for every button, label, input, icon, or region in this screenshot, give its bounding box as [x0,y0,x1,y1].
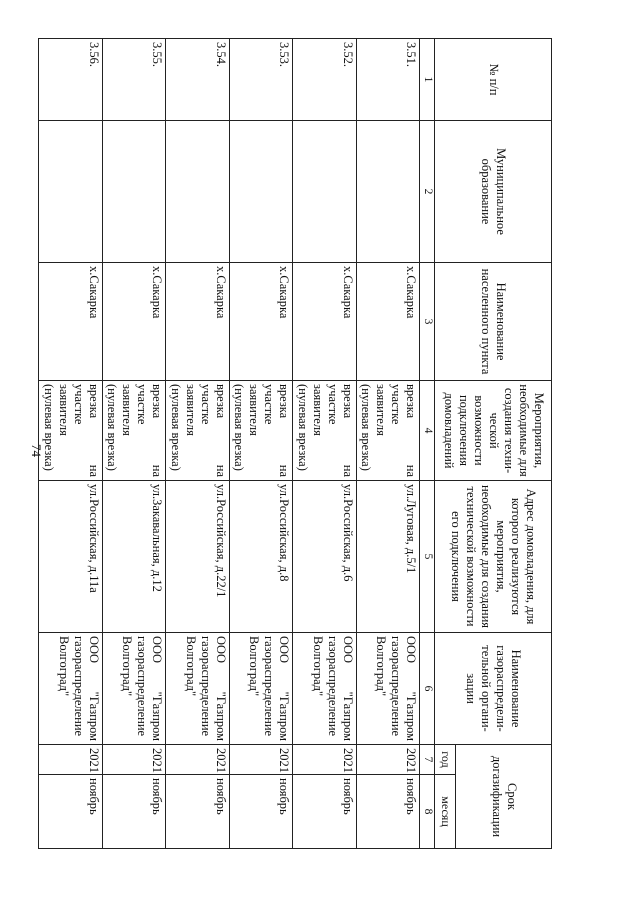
header-organization: Наименование газораспредели-тельной органи-зации [435,633,552,745]
column-number: 4 [420,381,435,481]
row-municipality [102,121,165,263]
header-deadline: Срок догазификации [456,745,552,849]
header-settlement: Наименование населенного пункта [435,263,552,381]
row-municipality [39,121,103,263]
row-organization: ООО "Газпром газораспределение Волгоград" [102,633,165,745]
row-number: 3.53. [229,39,292,121]
row-municipality [166,121,229,263]
row-address: ул.Российская, д.22/1 [166,481,229,633]
column-number: 5 [420,481,435,633]
row-year: 2021 [102,745,165,775]
header-row [456,39,552,849]
column-number: 8 [420,775,435,849]
row-address: ул.Закавальная, д.12 [102,481,165,633]
row-settlement: х.Сакарка [166,263,229,381]
row-settlement: х.Сакарка [229,263,292,381]
row-month: ноябрь [356,775,419,849]
row-address: ул.Российская, д.11а [39,481,103,633]
row-municipality [229,121,292,263]
table-row [166,39,229,849]
row-year: 2021 [293,745,356,775]
row-settlement: х.Сакарка [102,263,165,381]
row-number: 3.55. [102,39,165,121]
header-month: месяц [435,775,456,849]
row-measure: врезка на участке заявителя (нулевая врезка) [293,381,356,481]
row-year: 2021 [39,745,103,775]
row-number: 3.52. [293,39,356,121]
header-year: год [435,745,456,775]
row-number: 3.56. [39,39,103,121]
row-address: ул.Российская, д.6 [293,481,356,633]
gasification-table [38,38,552,849]
row-municipality [356,121,419,263]
row-month: ноябрь [102,775,165,849]
header-address: Адрес домовладения, для которого реализуются мероприятия, необходимые для создания технической возможности его подключения [435,481,552,633]
row-measure: врезка на участке заявителя (нулевая врезка) [166,381,229,481]
row-number: 3.51. [356,39,419,121]
row-address: ул.Луговая, д.5/1 [356,481,419,633]
gasification-table-wrapper [38,38,552,848]
column-number: 3 [420,263,435,381]
table-row [356,39,419,849]
row-month: ноябрь [229,775,292,849]
row-number: 3.54. [166,39,229,121]
row-measure: врезка на участке заявителя (нулевая врезка) [229,381,292,481]
row-organization: ООО "Газпром газораспределение Волгоград" [356,633,419,745]
row-measure: врезка на участке заявителя (нулевая врезка) [102,381,165,481]
header-municipality: Муниципальное образование [435,121,552,263]
row-municipality [293,121,356,263]
row-organization: ООО "Газпром газораспределение Волгоград" [166,633,229,745]
row-organization: ООО "Газпром газораспределение Волгоград" [293,633,356,745]
page-number: 74 [29,444,44,457]
row-year: 2021 [356,745,419,775]
row-measure: врезка на участке заявителя (нулевая врезка) [39,381,103,481]
row-organization: ООО "Газпром газораспределение Волгоград" [39,633,103,745]
row-month: ноябрь [166,775,229,849]
row-settlement: х.Сакарка [293,263,356,381]
table-row [229,39,292,849]
row-settlement: х.Сакарка [356,263,419,381]
row-settlement: х.Сакарка [39,263,103,381]
column-number: 6 [420,633,435,745]
row-month: ноябрь [39,775,103,849]
header-number: № п/п [435,39,552,121]
row-year: 2021 [229,745,292,775]
column-number: 2 [420,121,435,263]
row-address: ул.Российская, д.8 [229,481,292,633]
row-year: 2021 [166,745,229,775]
header-measures: Мероприятия, необходимые для создания техни-ческой возможности подключения домовладений [435,381,552,481]
row-month: ноябрь [293,775,356,849]
table-row [39,39,103,849]
column-number: 1 [420,39,435,121]
column-number: 7 [420,745,435,775]
table-row [293,39,356,849]
row-organization: ООО "Газпром газораспределение Волгоград" [229,633,292,745]
column-number-row [420,39,435,849]
row-measure: врезка на участке заявителя (нулевая врезка) [356,381,419,481]
table-row [102,39,165,849]
